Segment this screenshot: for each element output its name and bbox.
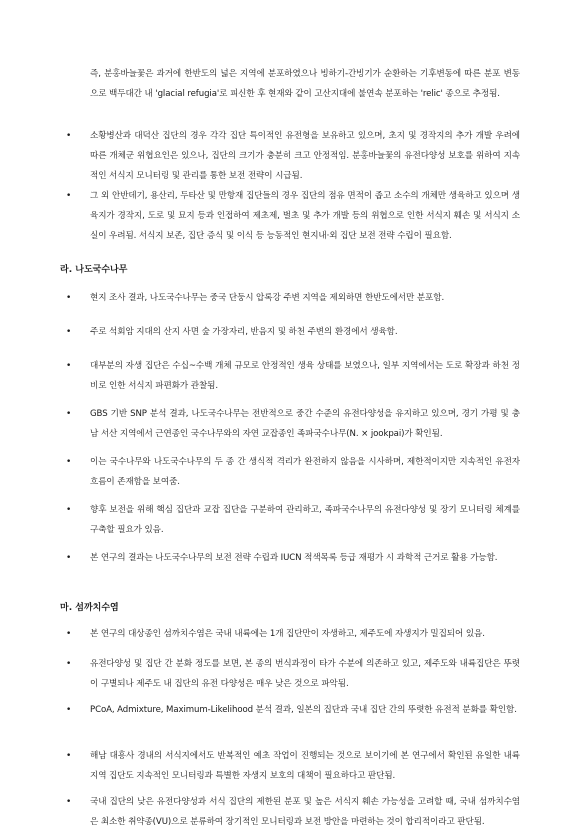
list-item-text: 대부분의 자생 집단은 수십~수백 개체 규모로 안정적인 생육 상태를 보였으나, 일부 지역에서는 도로 확장과 하천 정비로 인한 서식지 파편화가 관찰됨. (90, 361, 520, 391)
bullet-icon: • (66, 505, 72, 515)
list-item-text: PCoA, Admixture, Maximum-Likelihood 분석 결과, 일본의 집단과 국내 집단 간의 뚜렷한 유전적 분화를 확인함. (90, 705, 517, 715)
list-item-text: 이는 국수나무와 나도국수나무의 두 종 간 생식적 격리가 완전하지 않음을 시사하며, 제한적이지만 지속적인 유전자 흐름이 존재함을 보여줌. (90, 457, 520, 487)
list-item-text: 향후 보전을 위해 핵심 집단과 교잡 집단을 구분하여 관리하고, 족파국수나무의 유전다양성 및 장기 모니터링 체계를 구축할 필요가 있음. (90, 505, 520, 535)
list-item-text: 현지 조사 결과, 나도국수나무는 중국 단둥시 압록강 주변 지역을 제외하면 한반도에서만 분포함. (90, 293, 445, 303)
bullet-icon: • (66, 293, 72, 303)
list-item-text: 그 외 안반데기, 용산리, 두타산 및 만항재 집단들의 경우 집단의 점유 면적이 좁고 소수의 개체만 생육하고 있으며 생육지가 경작지, 도로 및 묘지 등과 인접하여 제초제, 벌초 및 추가 개발 등의 위협으로 인한 서식지 훼손 및 서식지 소실이 우려됨. 서식지 보존, 집단 증식 및 이식 등 능동적인 현지내·외 집단 보전 전략 수립이 필요함. (90, 191, 520, 241)
list-item-text: 해남 대흥사 경내의 서식지에서도 반복적인 예초 작업이 진행되는 것으로 보이기에 본 연구에서 확인된 유일한 내륙지역 집단도 지속적인 모니터링과 특별한 자생지 보호의 대책이 필요하다고 판단됨. (90, 751, 520, 781)
section-heading: 라. 나도국수나무 (60, 265, 128, 275)
list-item-text: 유전다양성 및 집단 간 분화 정도를 보면, 본 종의 번식과정이 타가 수분에 의존하고 있고, 제주도와 내륙집단은 뚜렷이 구별되나 제주도 내 집단의 유전 다양성은 매우 낮은 것으로 파악됨. (90, 659, 520, 689)
bullet-icon: • (66, 629, 72, 639)
bullet-icon: • (66, 751, 72, 761)
bullet-icon: • (66, 327, 72, 337)
list-item-text: 국내 집단의 낮은 유전다양성과 서식 집단의 제한된 분포 및 높은 서식지 훼손 가능성을 고려할 때, 국내 섬까치수염은 최소한 취약종(VU)으로 분류하여 장기적인 모니터링과 보전 방안을 마련하는 것이 합리적이라고 판단됨. (90, 797, 520, 827)
bullet-icon: • (66, 457, 72, 467)
bullet-icon: • (66, 553, 72, 563)
list-item-text: 본 연구의 결과는 나도국수나무의 보전 전략 수립과 IUCN 적색목록 등급 재평가 시 과학적 근거로 활용 가능함. (90, 553, 498, 563)
bullet-icon: • (66, 705, 72, 715)
bullet-icon: • (66, 797, 72, 807)
list-item-text: GBS 기반 SNP 분석 결과, 나도국수나무는 전반적으로 중간 수준의 유전다양성을 유지하고 있으며, 경기 가평 및 충남 서산 지역에서 근연종인 국수나무와의 자연 교잡종인 족파국수나무(N. × jookpai)가 확인됨. (90, 409, 520, 439)
bullet-icon: • (66, 361, 72, 371)
continuation-paragraph: 즉, 분홍바늘꽃은 과거에 한반도의 넓은 지역에 분포하였으나 빙하기-간빙기가 순환하는 기후변동에 따른 분포 변동으로 백두대간 내 'glacial refugia'로 피신한 후 현재와 같이 고산지대에 불연속 분포하는 'relic' 종으로 추정됨. (90, 69, 520, 99)
list-item-text: 주로 석회암 지대의 산지 사면 숲 가장자리, 반음지 및 하천 주변의 환경에서 생육함. (90, 327, 398, 337)
bullet-icon: • (66, 191, 72, 201)
list-item-text: 본 연구의 대상종인 섬까치수염은 국내 내륙에는 1개 집단만이 자생하고, 제주도에 자생지가 밀집되어 있음. (90, 629, 485, 639)
bullet-icon: • (66, 409, 72, 419)
bullet-icon: • (66, 659, 72, 669)
bullet-icon: • (66, 131, 72, 141)
section-heading: 마. 섬까치수염 (60, 603, 119, 613)
list-item-text: 소황병산과 대덕산 집단의 경우 각각 집단 특이적인 유전형을 보유하고 있으며, 초지 및 경작지의 추가 개발 우려에 따른 개체군 위협요인은 있으나, 집단의 크기가 충분히 크고 안정적임. 분홍바늘꽃의 유전다양성 보호를 위하여 지속적인 서식지 모니터링 및 관리를 통한 보전 전략이 시급됨. (90, 131, 520, 181)
